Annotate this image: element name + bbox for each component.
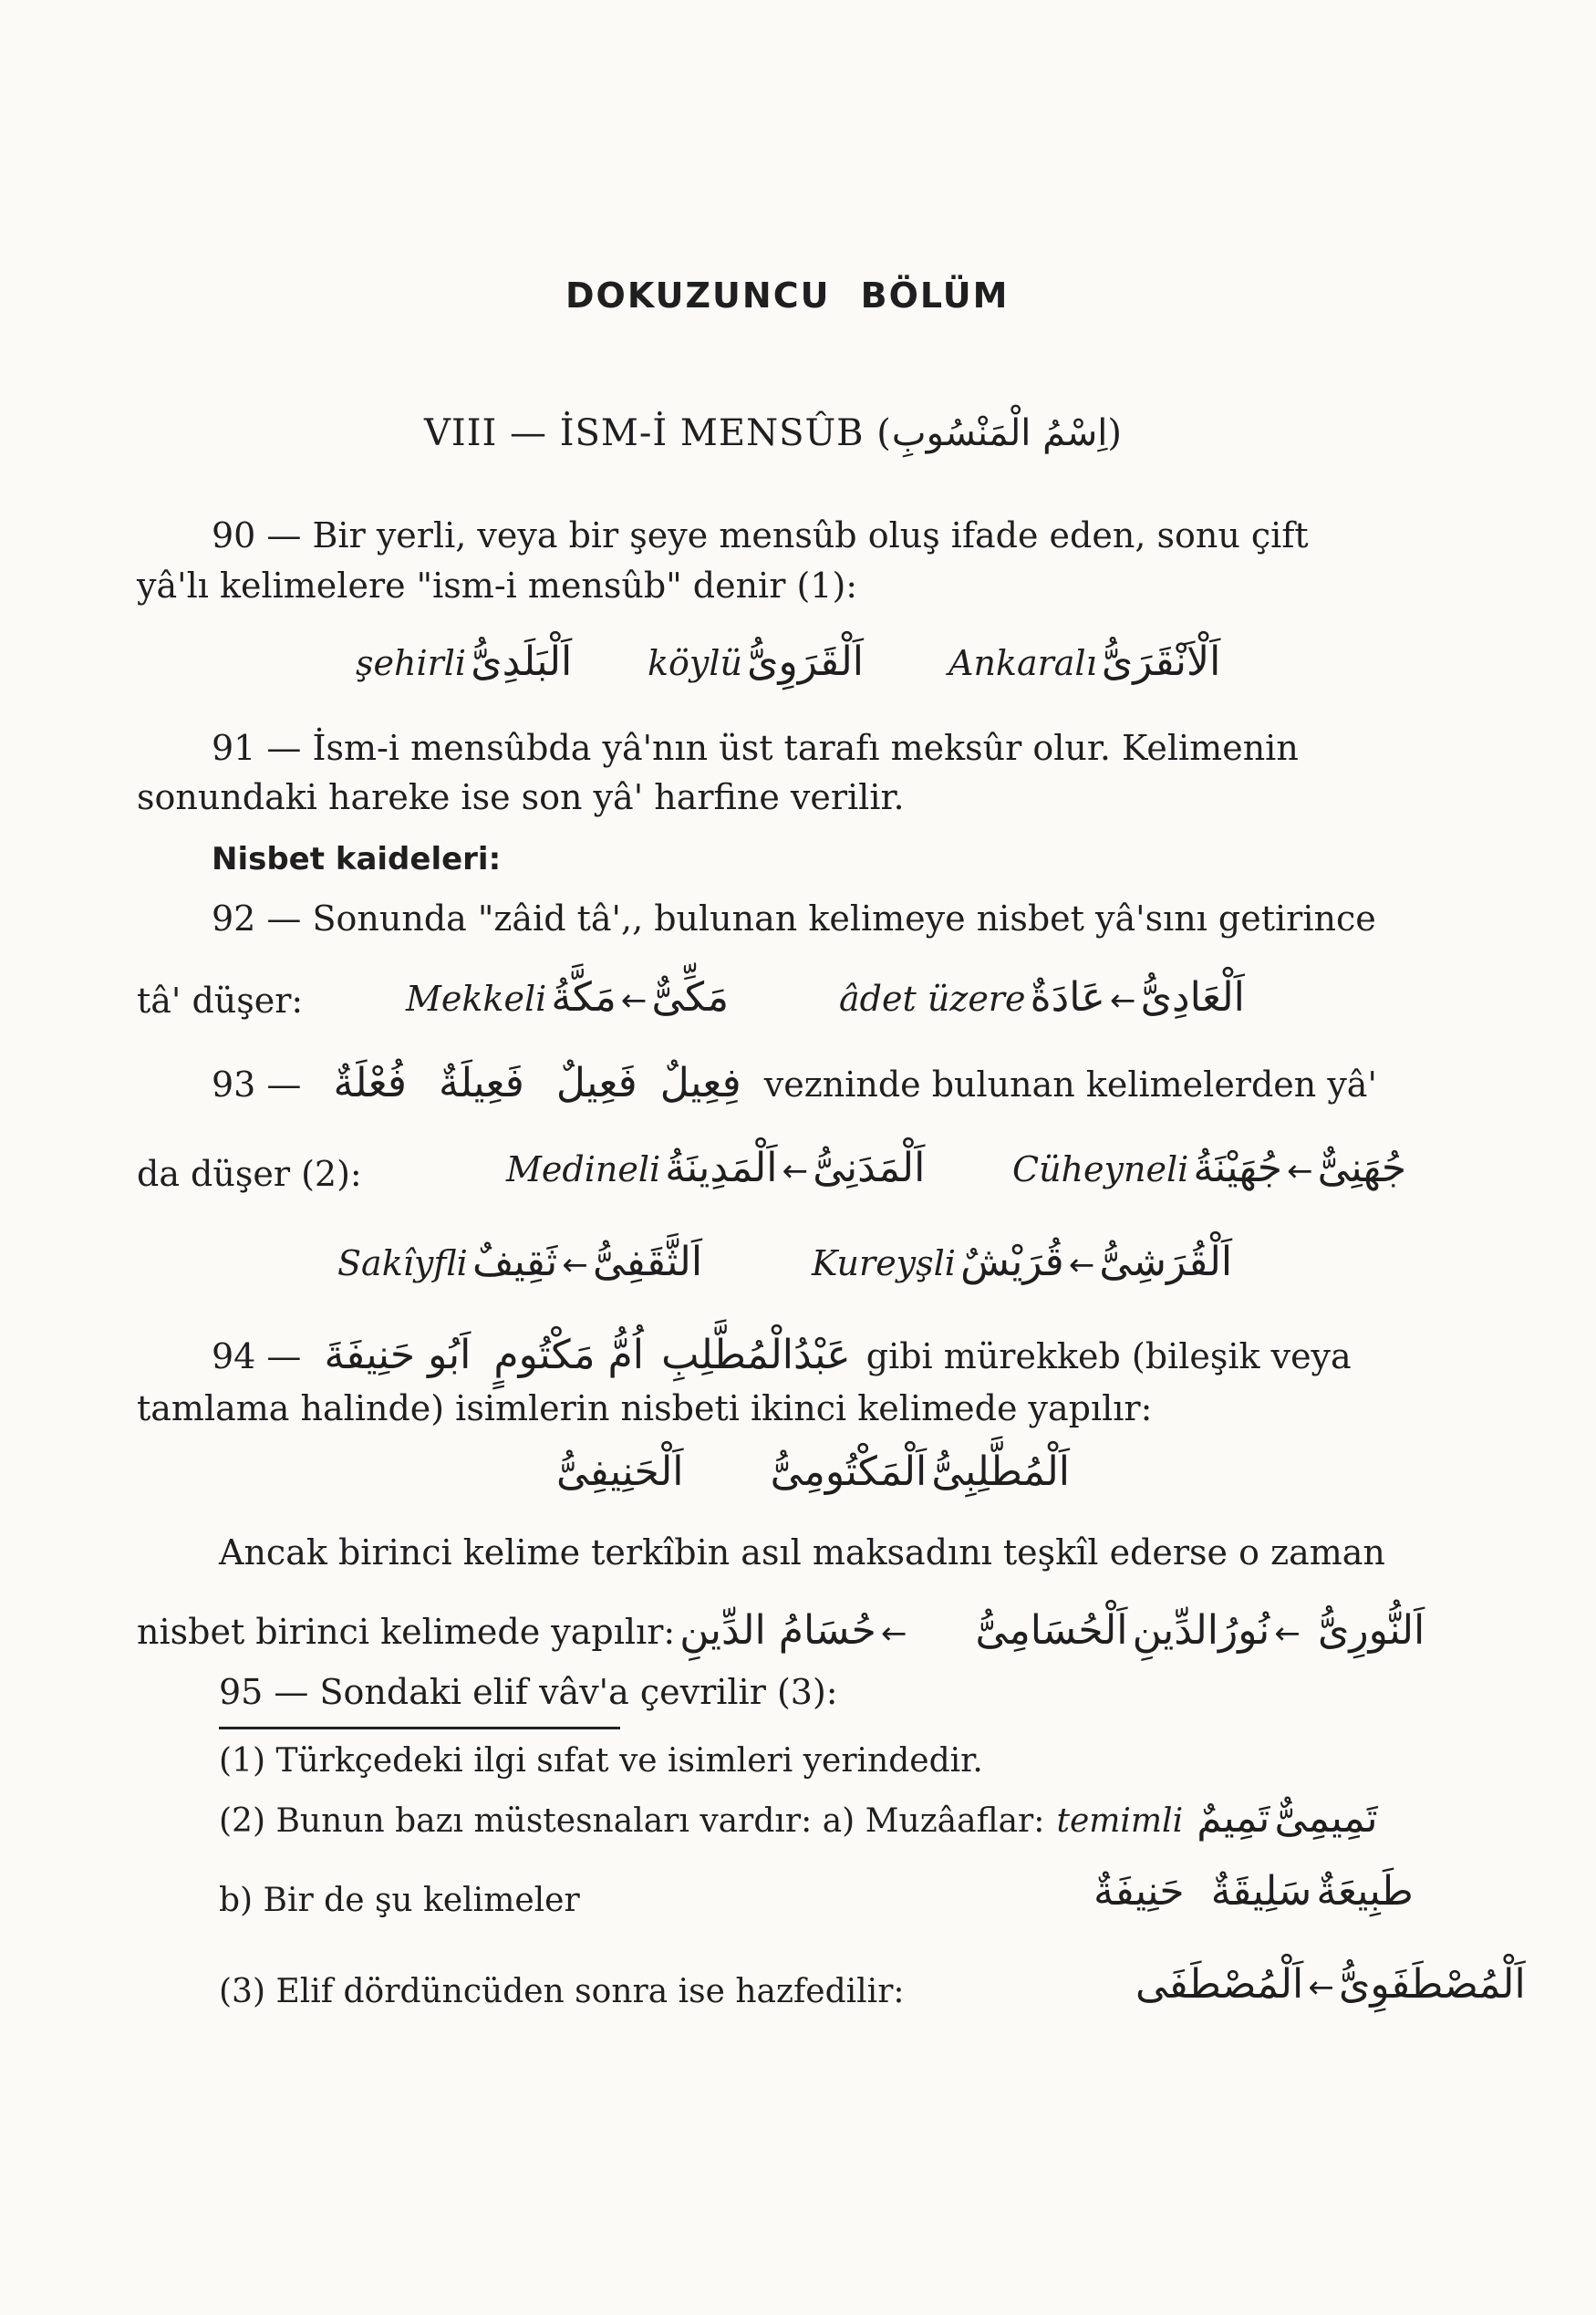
p90-example-2: köylü اَلْقَرَوِىُّ	[648, 638, 864, 685]
chapter-title: DOKUZUNCU BÖLÜM	[565, 275, 1010, 316]
p94-line2: tamlama halinde) isimlerin nisbeti ikinci kelimede yapılır:	[137, 1388, 1153, 1428]
footnote-1: (1) Türkçedeki ilgi sıfat ve isimleri yerindedir.	[219, 1742, 983, 1780]
section-title-close: )	[1107, 412, 1123, 454]
section-title-text: VIII — İSM-İ MENSÛB (	[424, 412, 892, 454]
arrow-icon: ←	[782, 1153, 809, 1189]
p94-results: اَلْمُطَّلِبِىُّ اَلْمَكْتُومِىُّ اَلْحَنِيفِىُّ	[556, 1448, 1071, 1495]
rules-heading: Nisbet kaideleri:	[212, 841, 502, 877]
p92-example-mekke: Mekkeli مَكِّىٌّ ← مَكَّةُ	[406, 974, 730, 1021]
p90-example-1: şehirli اَلْبَلَدِىُّ	[356, 638, 573, 685]
arrow-icon: ←	[620, 982, 648, 1019]
arrow-icon: ←	[562, 1247, 588, 1283]
p94-line4: nisbet birinci kelimede yapılır: اَلنُّورِىُّ ← نُورُالدِّينِ اَلْحُسَامِىُّ ← حُسَامُ الدِّينِ	[137, 1607, 1425, 1654]
p94-line3: Ancak birinci kelime terkîbin asıl maksadını teşkîl ederse o zaman	[219, 1532, 1385, 1573]
p90-line2: yâ'lı kelimelere "ism-i mensûb" denir (1):	[137, 566, 858, 606]
p95-line1: 95 — Sondaki elif vâv'a çevrilir (3):	[219, 1672, 838, 1712]
p93-lead: da düşer (2):	[137, 1154, 362, 1194]
arrow-icon: ←	[1109, 982, 1136, 1019]
p90-example-3: Ankaralı اَلْاَنْقَرَىُّ	[948, 638, 1221, 685]
footnote-3-example: اَلْمُصْطَفَوِىُّ ← اَلْمُصْطَفَى	[1135, 1961, 1526, 2008]
arrow-icon: ←	[1287, 1153, 1313, 1189]
arrow-icon: ←	[1274, 1615, 1301, 1652]
footnote-3: (3) Elif dördüncüden sonra ise hazfedilir:	[219, 1973, 905, 2010]
p93-line1: 93 — فِعِيلٌ فَعِيلٌ فَعِيلَةٌ فُعْلَةٌ vezninde bulunan kelimelerden yâ'	[212, 1060, 1377, 1106]
p93-example-kureys: Kureyşli اَلْقُرَشِىُّ ← قُرَيْشٌ	[812, 1239, 1233, 1285]
footnote-divider	[219, 1727, 620, 1729]
p93-example-sakif: Sakîyfli اَلثَّقَفِىُّ ← ثَقِيفٌ	[337, 1239, 703, 1285]
p91-line2: sonundaki hareke ise son yâ' harfine verilir.	[137, 777, 905, 817]
p90-line1: 90 — Bir yerli, veya bir şeye mensûb oluş ifade eden, sonu çift	[212, 515, 1309, 555]
p92-lead: tâ' düşer:	[137, 981, 304, 1021]
arrow-icon: ←	[1068, 1247, 1095, 1283]
section-title-arabic: اِسْمُ الْمَنْسُوبِ	[891, 412, 1108, 454]
p93-example-medine: Medineli اَلْمَدَنِىُّ ← اَلْمَدِينَةُ	[506, 1145, 926, 1191]
p91-line1: 91 — İsm-i mensûbda yâ'nın üst tarafı meksûr olur. Kelimenin	[212, 728, 1299, 768]
p93-example-cuheyne: Cüheyneli جُهَنِىٌّ ← جُهَيْنَةُ	[1012, 1145, 1407, 1191]
footnote-2: (2) Bunun bazı müstesnaları vardır: a) Muzâaflar: temimli تَمِيمِىٌّ تَمِيمٌ	[219, 1795, 1378, 1842]
section-title	[424, 412, 1123, 454]
arrow-icon: ←	[880, 1615, 907, 1652]
footnote-2b-words: طَبِيعَةٌ سَلِيقَةٌ حَنِيفَةٌ	[1093, 1868, 1414, 1915]
p94-line1: 94 — عَبْدُالْمُطَّلِبِ اُمُّ مَكْتُومٍ اَبُو حَنِيفَةَ gibi mürekkeb (bileşik veya	[212, 1332, 1352, 1378]
p92-example-adet: âdet üzere اَلْعَادِىُّ ← عَادَةٌ	[839, 974, 1245, 1021]
p92-line1: 92 — Sonunda "zâid tâ',, bulunan kelimeye nisbet yâ'sını getirince	[212, 898, 1376, 939]
arrow-icon: ←	[1308, 1969, 1334, 2006]
footnote-2b: b) Bir de şu kelimeler	[219, 1882, 580, 1919]
